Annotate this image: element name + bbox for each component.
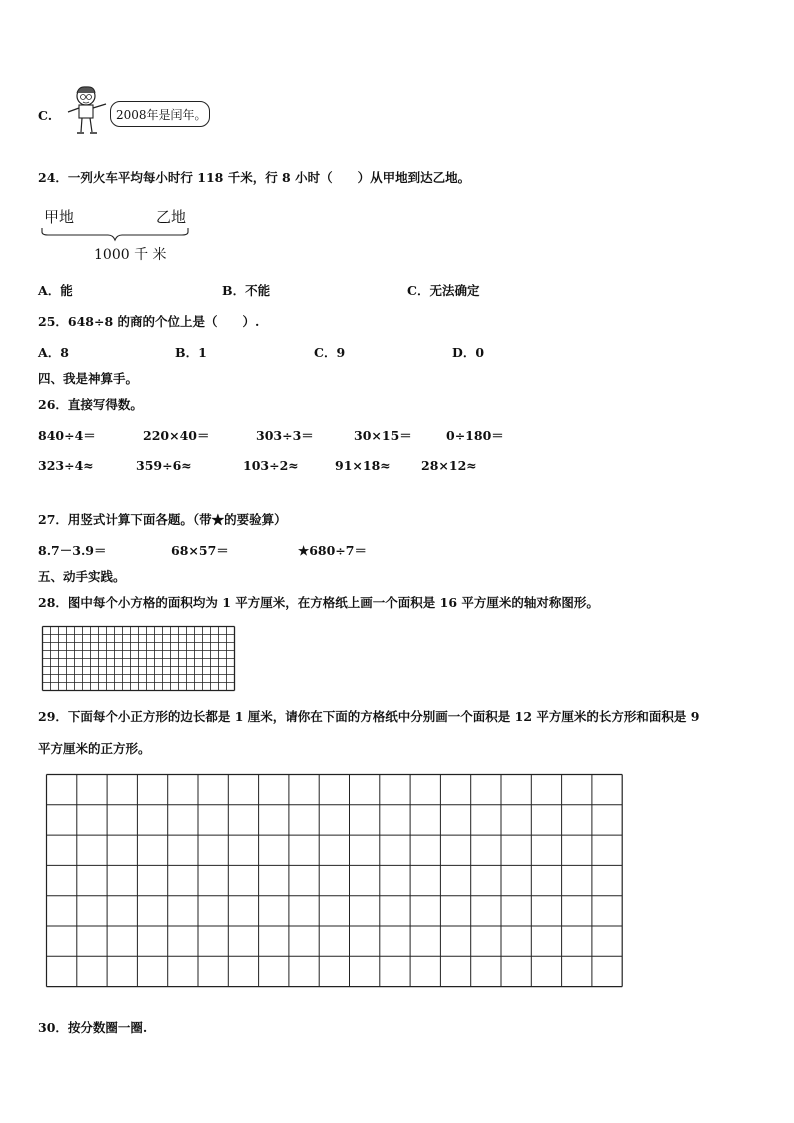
q27-item: 68×57＝ xyxy=(171,543,229,558)
q24-option-c: C．无法确定 xyxy=(407,283,480,298)
q26-text: 26．直接写得数。 xyxy=(38,397,143,412)
q28-text: 28．图中每个小方格的面积均为 1 平方厘米，在方格纸上画一个面积是 16 平方厘米的轴对称图形。 xyxy=(38,595,599,610)
q26-item: 91×18≈ xyxy=(335,458,391,473)
q29-text-line2: 平方厘米的正方形。 xyxy=(38,741,151,756)
large-grid-paper[interactable] xyxy=(46,774,622,999)
section-4-heading: 四、我是神算手。 xyxy=(38,371,139,386)
q25-option-d: D．0 xyxy=(452,345,485,360)
q24-option-a: A．能 xyxy=(38,283,73,298)
q25-text: 25．648÷8 的商的个位上是（ ）. xyxy=(38,314,260,329)
q26-item: 28×12≈ xyxy=(421,458,477,473)
q26-item: 323÷4≈ xyxy=(38,458,94,473)
q27-item: ★680÷7＝ xyxy=(298,543,367,558)
q25-option-c: C．9 xyxy=(314,345,346,360)
q24-option-b: B．不能 xyxy=(222,283,271,298)
section-5-heading: 五、动手实践。 xyxy=(38,569,126,584)
diagram-from: 甲地 xyxy=(44,208,75,226)
speech-text: 2008年是闰年。 xyxy=(116,108,207,122)
q24-text: 24．一列火车平均每小时行 118 千米，行 8 小时（ ）从甲地到达乙地。 xyxy=(38,170,471,185)
q25-option-a: A．8 xyxy=(38,345,69,360)
q26-item: 220×40＝ xyxy=(143,428,210,443)
q26-item: 30×15＝ xyxy=(354,428,412,443)
q27-text: 27．用竖式计算下面各题。（带★的要验算） xyxy=(38,512,287,527)
small-grid-paper[interactable] xyxy=(42,626,235,689)
distance-brace xyxy=(40,226,190,242)
diagram-to: 乙地 xyxy=(156,208,187,226)
q29-text-line1: 29．下面每个小正方形的边长都是 1 厘米，请你在下面的方格纸中分别画一个面积是 12 平方厘米的长方形和面积是 9 xyxy=(38,709,700,724)
q26-item: 303÷3＝ xyxy=(256,428,314,443)
option-c-label: C. xyxy=(38,108,53,123)
q27-item: 8.7－3.9＝ xyxy=(38,543,107,558)
q26-item: 840÷4＝ xyxy=(38,428,96,443)
q26-item: 359÷6≈ xyxy=(136,458,192,473)
q26-item: 103÷2≈ xyxy=(243,458,299,473)
q30-text: 30．按分数圈一圈. xyxy=(38,1020,148,1035)
q26-item: 0÷180＝ xyxy=(446,428,504,443)
diagram-distance: 1000 千 米 xyxy=(94,247,167,263)
q25-option-b: B．1 xyxy=(175,345,207,360)
boy-illustration xyxy=(62,84,112,136)
